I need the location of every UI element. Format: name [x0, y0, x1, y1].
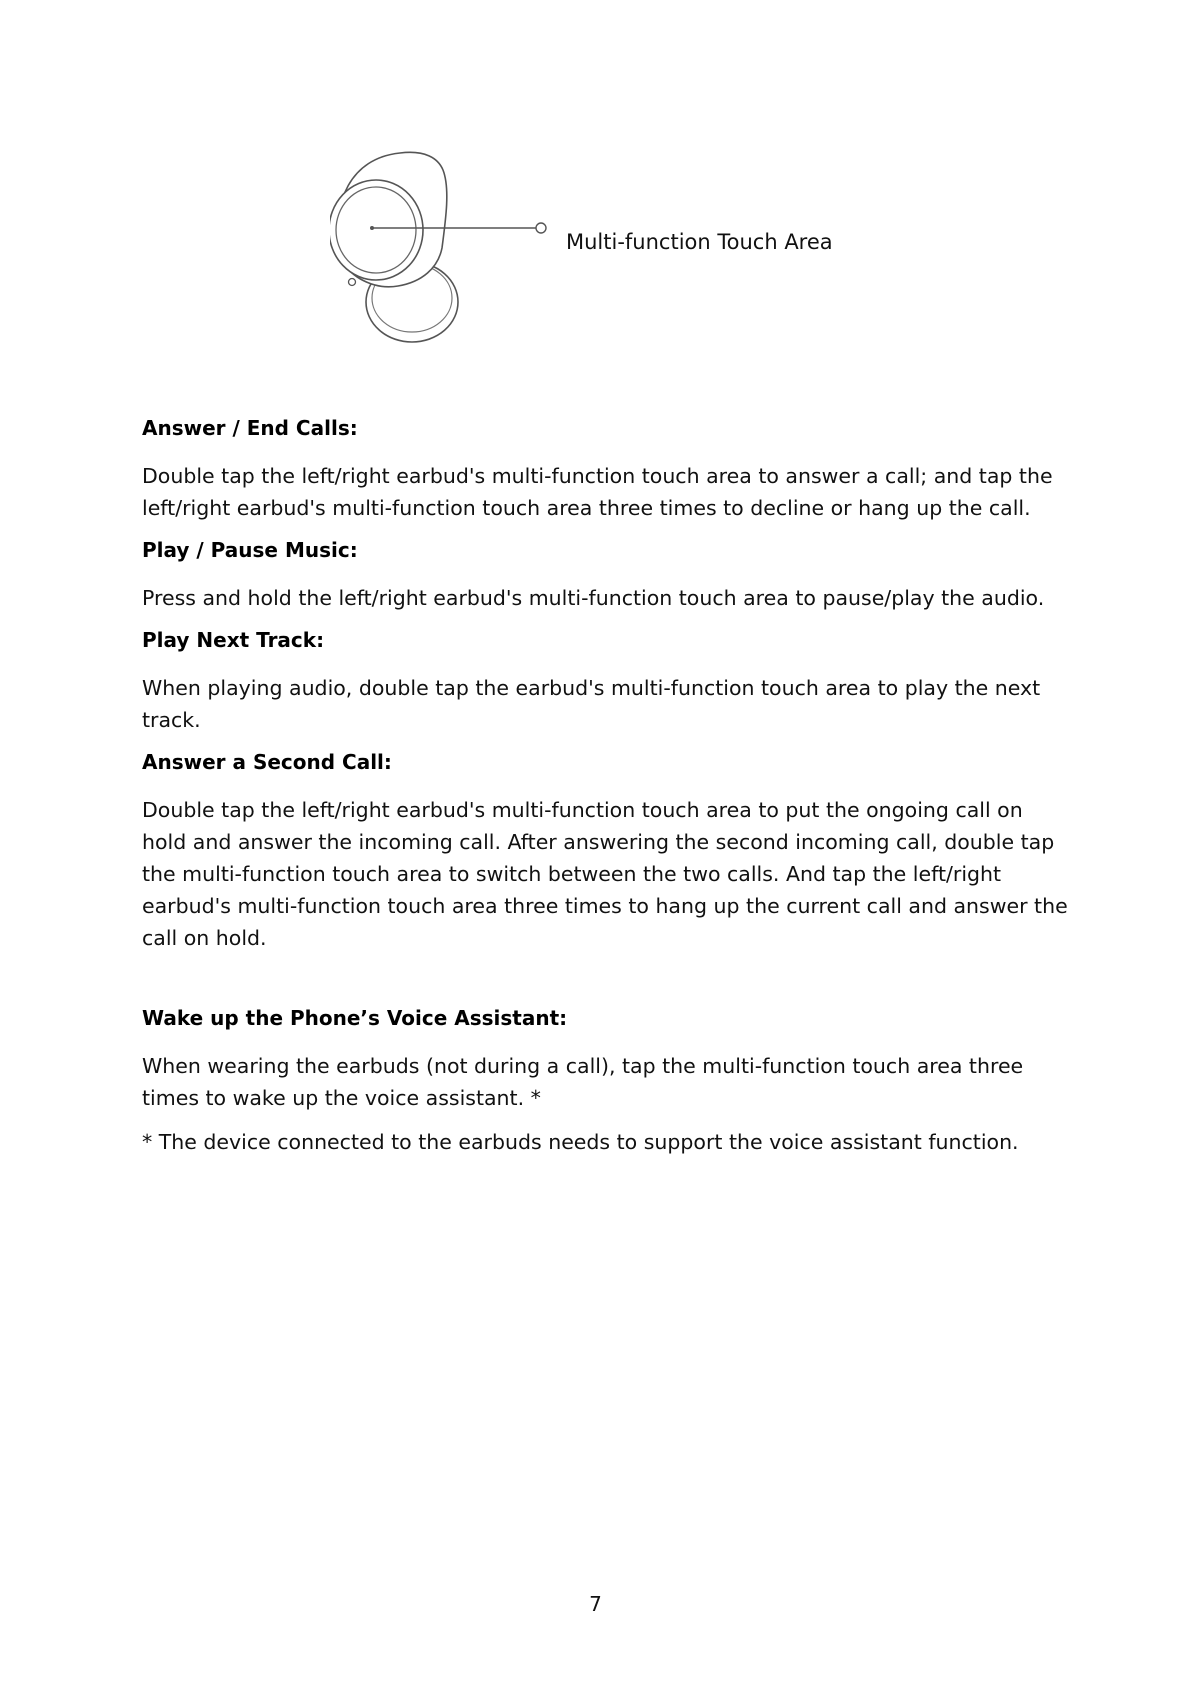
- earbud-figure: [330, 148, 833, 348]
- section-heading-second-call: Answer a Second Call:: [142, 750, 392, 774]
- section-heading-play-pause: Play / Pause Music:: [142, 538, 358, 562]
- section-text-answer-end-calls: Double tap the left/right earbud's multi-function touch area to answer a call; and tap the left/right earbud's multi-function touch area three times to decline or hang up the call.: [142, 464, 1053, 520]
- section-text-voice-assistant: When wearing the earbuds (not during a call), tap the multi-function touch area three times to wake up the voice assistant. *: [142, 1054, 1024, 1110]
- page-number: 7: [589, 1592, 602, 1616]
- section-text-play-pause: Press and hold the left/right earbud's multi-function touch area to pause/play the audio.: [142, 586, 1045, 610]
- footnote: * The device connected to the earbuds needs to support the voice assistant function.: [142, 1130, 1019, 1154]
- callout-label: Multi-function Touch Area: [566, 230, 833, 254]
- section-text-next-track: When playing audio, double tap the earbud's multi-function touch area to play the next track.: [142, 676, 1041, 732]
- earbud-illustration-icon: [330, 148, 570, 348]
- section-heading-voice-assistant: Wake up the Phone’s Voice Assistant:: [142, 1006, 568, 1030]
- section-heading-next-track: Play Next Track:: [142, 628, 325, 652]
- section-heading-answer-end-calls: Answer / End Calls:: [142, 416, 358, 440]
- section-spacer: [142, 966, 1072, 1004]
- section-text-second-call: Double tap the left/right earbud's multi-function touch area to put the ongoing call on hold and answer the incoming call. After answering the second incoming call, double tap the multi-function touch area to switch between the two calls. And tap the left/right earbud's multi-function touch area three times to hang up the current call and answer the call on hold.: [142, 798, 1068, 950]
- instructions: [142, 414, 1072, 1170]
